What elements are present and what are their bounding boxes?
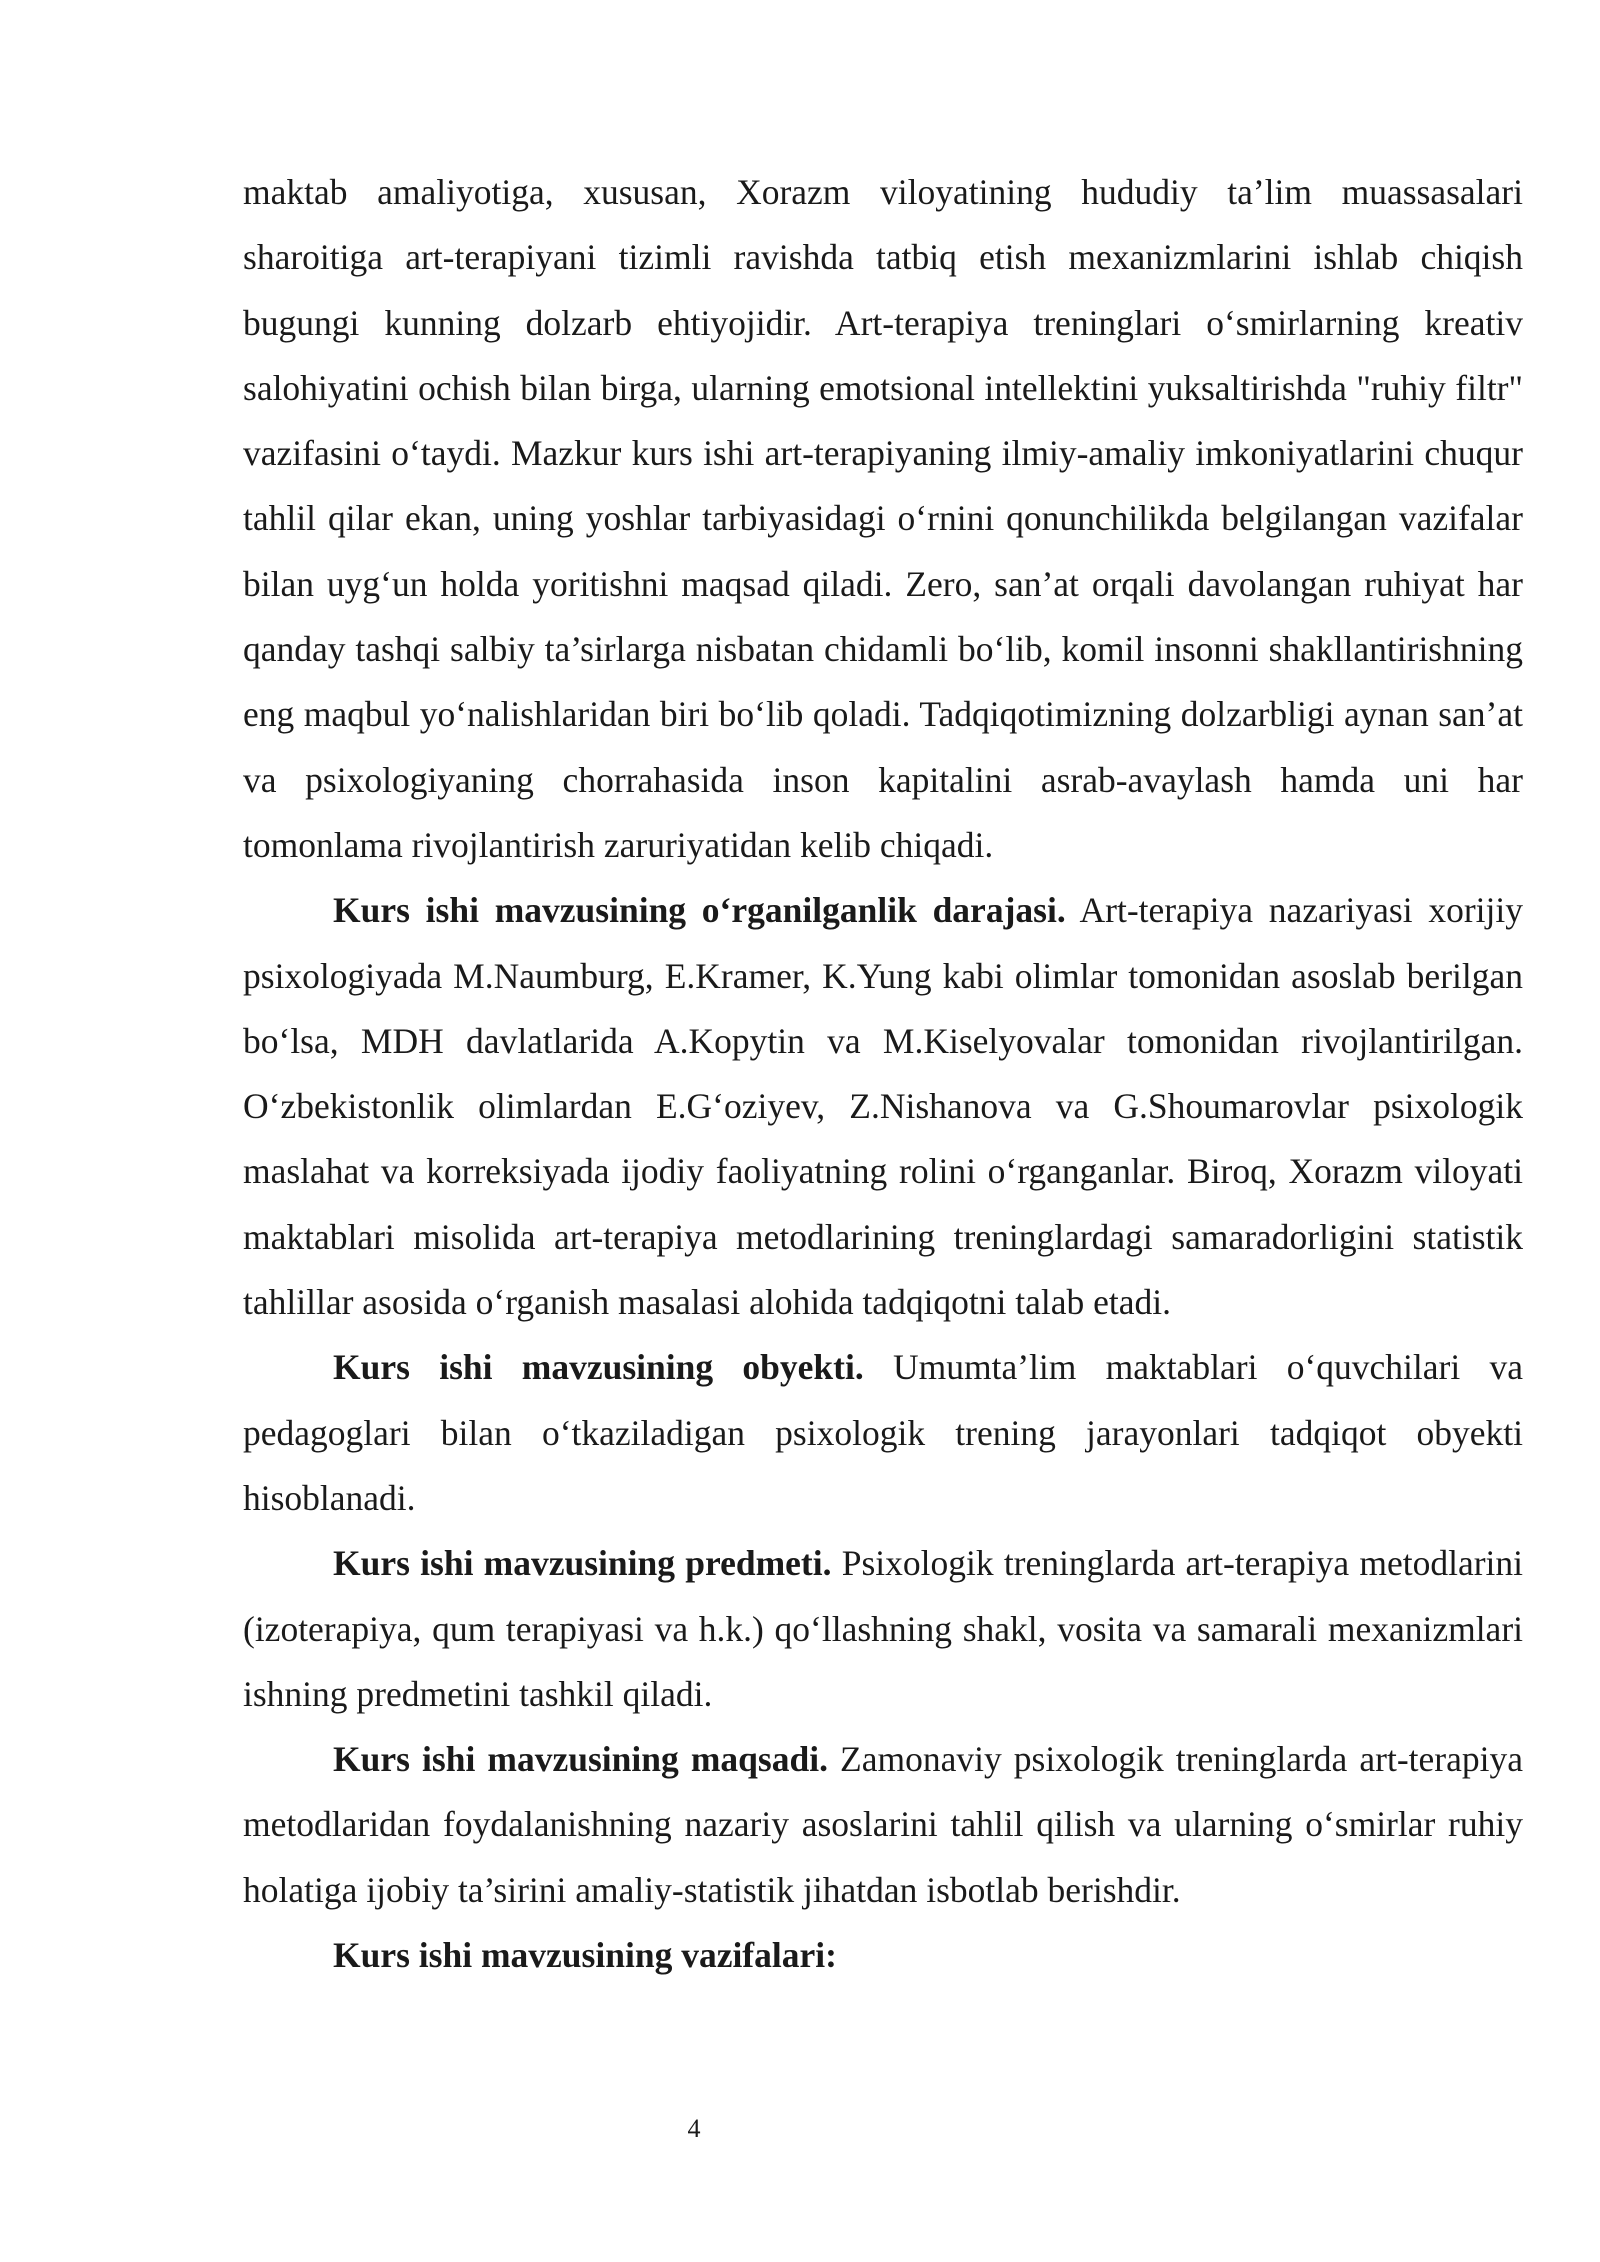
paragraph-heading: Kurs ishi mavzusining obyekti. [333,1347,864,1388]
paragraph-predmet [243,1531,1523,1727]
paragraph-obyekt [243,1335,1523,1531]
document-page [243,160,1523,1988]
paragraph-text: Umumta’lim maktablari o‘quvchilari va pedagoglari bilan o‘tkaziladigan psixologik trening jarayonlari tadqiqot obyekti hisoblanadi. [243,1347,1523,1518]
paragraph-text: Art-terapiya nazariyasi xorijiy psixologiyada M.Naumburg, E.Kramer, K.Yung kabi olimlar tomonidan asoslab berilgan bo‘lsa, MDH davlatlarida A.Kopytin va M.Kiselyovalar tomonidan rivojlantirilgan. O‘zbekistonlik olimlardan E.G‘oziyev, Z.Nishanova va G.Shoumarovlar psixologik maslahat va korreksiyada ijodiy faoliyatning rolini o‘rganganlar. Biroq, Xorazm viloyati maktablari misolida art-terapiya metodlarining treninglardagi samaradorligini statistik tahlillar asosida o‘rganish masalasi alohida tadqiqotni talab etadi. [243,890,1523,1323]
paragraph-text: Psixologik treninglarda art-terapiya metodlarini (izoterapiya, qum terapiyasi va h.k.) qo‘llashning shakl, vosita va samarali mexanizmlari ishning predmetini tashkil qiladi. [243,1543,1523,1714]
paragraph-text: maktab amaliyotiga, xususan, Xorazm viloyatining hududiy ta’lim muassasalari sharoitiga art-terapiyani tizimli ravishda tatbiq etish mexanizmlarini ishlab chiqish bugungi kunning dolzarb ehtiyojidir. Art-terapiya treninglari o‘smirlarning kreativ salohiyatini ochish bilan birga, ularning emotsional intellektini yuksaltirishda "ruhiy filtr" vazifasini o‘taydi. Mazkur kurs ishi art-terapiyaning ilmiy-amaliy imkoniyatlarini chuqur tahlil qilar ekan, uning yoshlar tarbiyasidagi o‘rnini qonunchilikda belgilangan vazifalar bilan uyg‘un holda yoritishni maqsad qiladi. Zero, san’at orqali davolangan ruhiyat har qanday tashqi salbiy ta’sirlarga nisbatan chidamli bo‘lib, komil insonni shakllantirishning eng maqbul yo‘nalishlaridan biri bo‘lib qoladi. Tadqiqotimizning dolzarbligi aynan san’at va psixologiyaning chorrahasida inson kapitalini asrab-avaylash hamda uni har tomonlama rivojlantirish zaruriyatidan kelib chiqadi. [243,172,1523,865]
paragraph-heading: Kurs ishi mavzusining o‘rganilganlik darajasi. [333,890,1066,931]
paragraph-dolzarblik-continued [243,160,1523,878]
paragraph-heading: Kurs ishi mavzusining predmeti. [333,1543,832,1584]
paragraph-heading: Kurs ishi mavzusining vazifalari: [333,1935,837,1976]
paragraph-maqsad [243,1727,1523,1923]
paragraph-vazifalar [243,1923,1523,1988]
paragraph-text: Zamonaviy psixologik treninglarda art-terapiya metodlaridan foydalanishning nazariy asoslarini tahlil qilish va ularning o‘smirlar ruhiy holatiga ijobiy ta’sirini amaliy-statistik jihatdan isbotlab berishdir. [243,1739,1523,1910]
page-number: 4 [687,2114,701,2143]
paragraph-heading: Kurs ishi mavzusining maqsadi. [333,1739,828,1780]
paragraph-organilganlik [243,878,1523,1335]
